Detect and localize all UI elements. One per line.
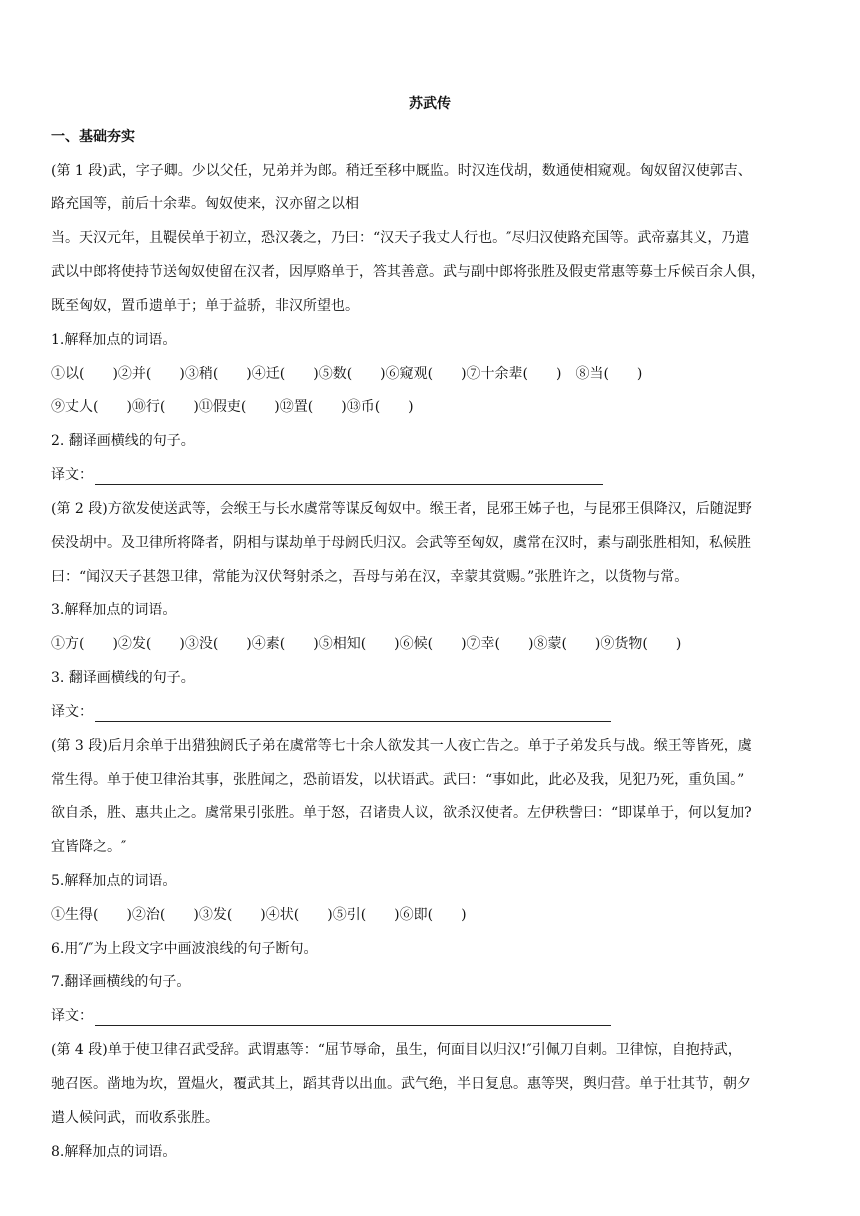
paragraph-1-line-1: (第 1 段)武，字子卿。少以父任，兄弟并为郎。稍迁至移中厩监。时汉连伐胡，数通使相窥观。匈奴留汉使郭吉、: [51, 163, 752, 179]
answer-line[interactable]: [95, 707, 611, 722]
question-1-items-a: ①以( )②并( )③稍( )④迁( )⑤数( )⑥窥观( )⑦十余辈( ) ⑧当( ): [51, 366, 643, 382]
page-title: 苏武传: [409, 96, 451, 112]
question-6: 6.用″/″为上段文字中画波浪线的句子断句。: [51, 941, 318, 957]
translation-label: 译文：: [51, 1008, 93, 1024]
paragraph-4-line-3: 遣人候问武，而收系张胜。: [51, 1110, 219, 1126]
question-2: 2. 翻译画横线的句子。: [51, 433, 195, 449]
question-3-items: ①方( )②发( )③没( )④素( )⑤相知( )⑥候( )⑦幸( )⑧蒙( )⑨货物( ): [51, 636, 682, 652]
paragraph-2-line-3: 曰：“闻汉天子甚怨卫律，常能为汉伏弩射杀之，吾母与弟在汉，幸蒙其赏赐。”张胜许之，以货物与常。: [51, 569, 689, 585]
question-8: 8.解释加点的词语。: [51, 1144, 177, 1160]
section-heading: 一、基础夯实: [51, 129, 135, 145]
translation-label: 译文：: [51, 467, 93, 483]
question-7: 7.翻译画横线的句子。: [51, 974, 191, 990]
question-3: 3.解释加点的词语。: [51, 602, 177, 618]
paragraph-3-line-1: (第 3 段)后月余单于出猎独阏氏子弟在虞常等七十余人欲发其一人夜亡告之。单于子弟发兵与战。缑王等皆死，虞: [51, 738, 752, 754]
answer-line[interactable]: [95, 1011, 611, 1026]
translation-answer-2[interactable]: [51, 702, 816, 722]
question-1-items-b: ⑨丈人( )⑩行( )⑪假吏( )⑫置( )⑬币( ): [51, 399, 414, 415]
translation-answer-3[interactable]: [51, 1006, 816, 1026]
paragraph-3-line-2: 常生得。单于使卫律治其事，张胜闻之，恐前语发，以状语武。武曰：“事如此，此必及我，见犯乃死，重负国。”: [51, 772, 745, 788]
paragraph-1-line-2: 路充国等，前后十余辈。匈奴使来，汉亦留之以相: [51, 196, 359, 212]
question-5-items: ①生得( )②治( )③发( )④状( )⑤引( )⑥即( ): [51, 907, 467, 923]
question-4: 3. 翻译画横线的句子。: [51, 670, 195, 686]
paragraph-1-line-5: 既至匈奴，置币遗单于；单于益骄，非汉所望也。: [51, 298, 359, 314]
question-1: 1.解释加点的词语。: [51, 332, 177, 348]
question-5: 5.解释加点的词语。: [51, 873, 177, 889]
translation-label: 译文：: [51, 704, 93, 720]
paragraph-3-line-3: 欲自杀，胜、惠共止之。虞常果引张胜。单于怒，召诸贵人议，欲杀汉使者。左伊秩訾曰：“即谋单于，何以复加?: [51, 805, 752, 821]
paragraph-2-line-1: (第 2 段)方欲发使送武等，会缑王与长水虞常等谋反匈奴中。缑王者，昆邪王姊子也，与昆邪王俱降汉，后随浞野: [51, 501, 752, 517]
paragraph-1-line-4: 武以中郎将使持节送匈奴使留在汉者，因厚赂单于，答其善意。武与副中郎将张胜及假吏常惠等募士斥候百余人俱，: [51, 264, 765, 280]
answer-line[interactable]: [95, 470, 603, 485]
paragraph-1-line-3: 当。天汉元年，且鞮侯单于初立，恐汉袭之，乃曰：“汉天子我丈人行也。″尽归汉使路充国等。武帝嘉其义，乃遣: [51, 230, 750, 246]
paragraph-3-line-4: 宜皆降之。″: [51, 839, 127, 855]
paragraph-2-line-2: 侯没胡中。及卫律所将降者，阴相与谋劫单于母阏氏归汉。会武等至匈奴，虞常在汉时，素与副张胜相知，私候胜: [51, 535, 751, 551]
translation-answer-1[interactable]: [51, 465, 816, 485]
paragraph-4-line-1: (第 4 段)单于使卫律召武受辞。武谓惠等：“屈节辱命，虽生，何面目以归汉!″引佩刀自刺。卫律惊，自抱持武，: [51, 1042, 742, 1058]
paragraph-4-line-2: 驰召医。凿地为坎，置煴火，覆武其上，蹈其背以出血。武气绝，半日复息。惠等哭，舆归营。单于壮其节，朝夕: [51, 1076, 751, 1092]
